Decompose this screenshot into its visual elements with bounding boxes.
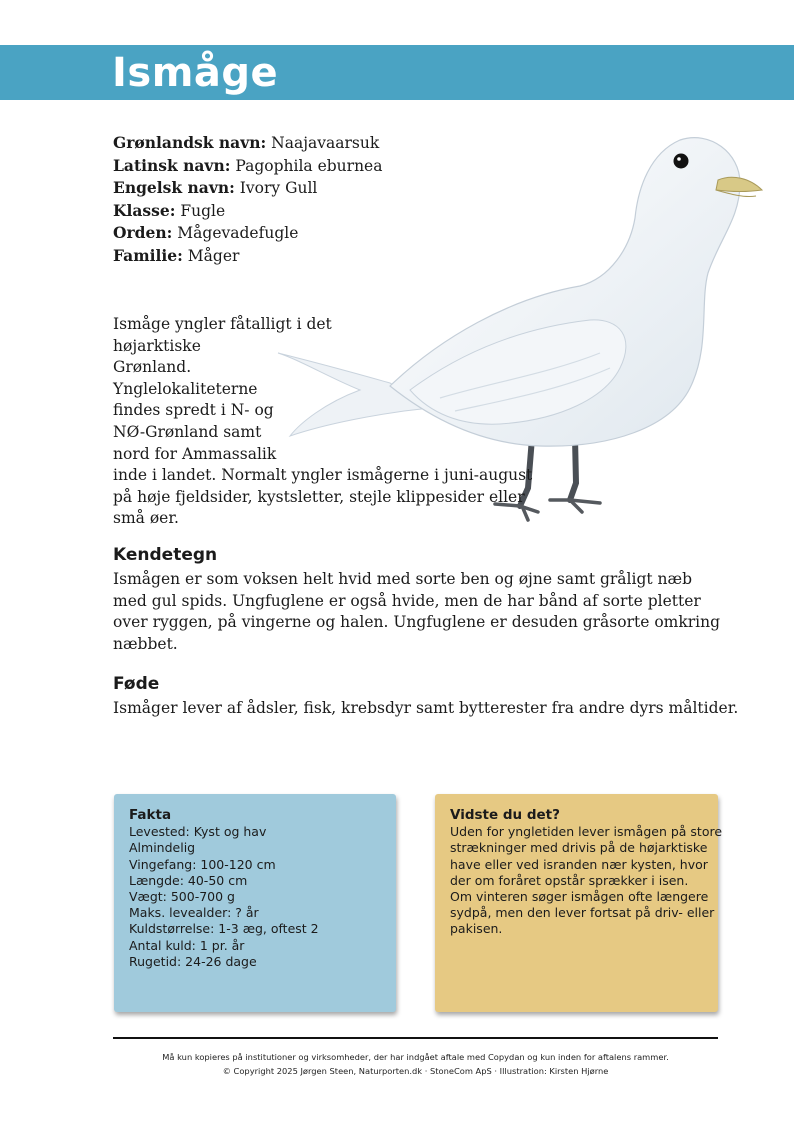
footer-license: Må kun kopieres på institutioner og virksomheder, der har indgået aftale med Copydan og kun inden for aftalens rammer.: [162, 1052, 669, 1062]
did-you-know-line: Om vinteren søger ismågen ofte længere: [450, 889, 709, 905]
intro-line: små øer.: [113, 509, 179, 528]
foede-text: [113, 698, 739, 720]
foede-line: Ismåger lever af ådsler, fisk, krebsdyr samt bytterester fra andre dyrs måltider.: [113, 699, 739, 717]
kendetegn-line: over ryggen, på vingerne og halen. Ungfuglene er desuden gråsorte omkring: [113, 613, 721, 632]
did-you-know-box: [435, 794, 723, 1012]
facts-heading: Fakta: [129, 807, 172, 823]
info-value: Fugle: [180, 201, 226, 220]
footer-divider: [113, 1037, 718, 1039]
facts-box: [114, 794, 396, 1012]
info-value: Måger: [187, 246, 240, 265]
info-label: Orden:: [113, 223, 173, 242]
info-label: Familie:: [113, 245, 183, 265]
footer-copyright: © Copyright 2025 Jørgen Steen, Naturporten.dk · StoneCom ApS · Illustration: Kirsten Hjørne: [222, 1066, 609, 1076]
foede-heading: Føde: [113, 674, 160, 694]
did-you-know-line: der om foråret opstår sprækker i isen.: [450, 872, 689, 888]
info-label: Grønlandsk navn:: [113, 133, 267, 152]
info-value: Mågevadefugle: [177, 224, 299, 242]
kendetegn-heading: Kendetegn: [113, 545, 218, 565]
did-you-know-line: sydpå, men den lever fortsat på driv- eller: [450, 905, 715, 921]
intro-line: inde i landet. Normalt yngler ismågerne i juni-august: [113, 466, 533, 485]
intro-line: Ismåge yngler fåtalligt i det: [113, 315, 332, 333]
did-you-know-line: pakisen.: [450, 921, 503, 937]
intro-line: Ynglelokaliteterne: [113, 379, 258, 398]
kendetegn-line: næbbet.: [113, 634, 178, 653]
info-label: Latinsk navn:: [113, 155, 231, 175]
info-value: Naajavaarsuk: [271, 134, 380, 152]
kendetegn-text: [113, 569, 721, 655]
kendetegn-line: med gul spids. Ungfuglene er også hvide, men de har bånd af sorte pletter: [113, 591, 701, 610]
info-label: Klasse:: [113, 200, 176, 220]
intro-line: nord for Ammassalik: [113, 444, 277, 463]
title-bar: [0, 45, 794, 100]
did-you-know-line: have eller ved isranden nær kysten, hvor: [450, 856, 708, 872]
info-label: Engelsk navn:: [113, 178, 235, 197]
did-you-know-line: Uden for yngletiden lever ismågen på store: [450, 824, 723, 840]
info-value: Pagophila eburnea: [235, 156, 383, 175]
fact-line: Vægt: 500-700 g: [129, 889, 235, 905]
footer: [113, 1050, 718, 1078]
intro-line: NØ-Grønland samt: [113, 422, 262, 441]
fact-line: Rugetid: 24-26 dage: [129, 953, 257, 969]
info-value: Ivory Gull: [239, 179, 318, 197]
intro-line: findes spredt i N- og: [113, 401, 274, 420]
fact-line: Kuldstørrelse: 1-3 æg, oftest 2: [129, 921, 319, 937]
did-you-know-line: strækninger med drivis på de højarktiske: [450, 840, 708, 856]
fact-line: Længde: 40-50 cm: [129, 872, 248, 888]
fact-line: Antal kuld: 1 pr. år: [129, 937, 245, 953]
kendetegn-line: Ismågen er som voksen helt hvid med sorte ben og øjne samt gråligt næb: [113, 570, 693, 588]
did-you-know-heading: Vidste du det?: [450, 807, 560, 823]
fact-line: Almindelig: [129, 840, 196, 856]
fact-line: Levested: Kyst og hav: [129, 824, 267, 840]
fact-line: Maks. levealder: ? år: [129, 905, 259, 921]
intro-line: Grønland.: [113, 358, 192, 377]
intro-text: [113, 314, 533, 530]
intro-line: højarktiske: [113, 336, 201, 355]
intro-line: på høje fjeldsider, kystsletter, stejle klippesider eller: [113, 487, 525, 506]
page-title: Ismåge: [112, 50, 279, 96]
fact-line: Vingefang: 100-120 cm: [129, 856, 276, 872]
